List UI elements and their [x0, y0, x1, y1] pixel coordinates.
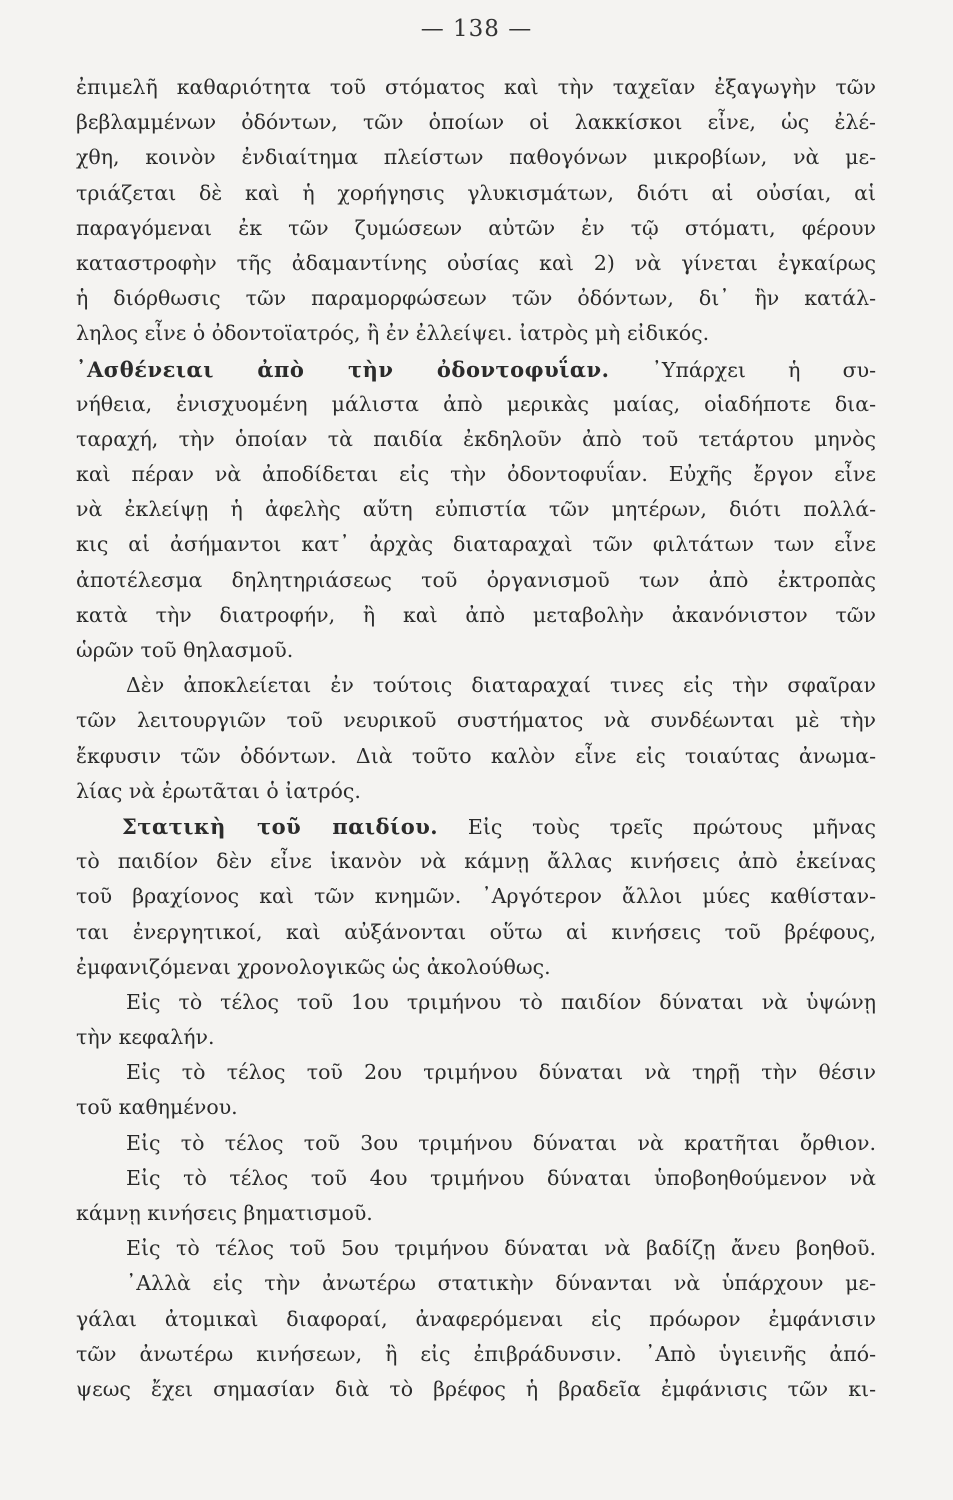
- line-text: ᾽Αλλὰ εἰς τὴν ἀνωτέρω στατικὴν δύνανται νὰ ὑπάρχουν με-: [126, 1271, 876, 1296]
- text-line: [76, 1266, 876, 1301]
- text-line: [76, 246, 876, 281]
- line-text: ψεως ἔχει σημασίαν διὰ τὸ βρέφος ἡ βραδεῖα ἐμφάνισις τῶν κι-: [76, 1376, 876, 1401]
- page-number: — 138 —: [420, 16, 533, 42]
- line-text: ται ἐνεργητικοί, καὶ αὐξάνονται οὕτω αἱ κινήσεις τοῦ βρέφους,: [76, 919, 876, 944]
- line-text: νήθεια, ἐνισχυομένη μάλιστα ἀπὸ μερικὰς μαίας, οἱαδήποτε δια-: [76, 391, 876, 416]
- line-text: ταραχή, τὴν ὁποίαν τὰ παιδία ἐκδηλοῦν ἀπὸ τοῦ τετάρτου μηνὸς: [76, 426, 876, 451]
- line-text: ληλος εἶνε ὁ ὀδοντοϊατρός, ἢ ἐν ἐλλείψει. ἰατρὸς μὴ εἰδικός.: [76, 321, 710, 346]
- line-text: τριάζεται δὲ καὶ ἡ χορήγησις γλυκισμάτων, διότι αἱ οὐσίαι, αἱ: [76, 180, 876, 205]
- line-text: ὡρῶν τοῦ θηλασμοῦ.: [76, 638, 294, 662]
- line-text: γάλαι ἀτομικαὶ διαφοραί, ἀναφερόμεναι εἰς πρόωρον ἐμφάνισιν: [76, 1306, 876, 1331]
- text-line: [76, 739, 876, 774]
- text-line: [76, 316, 876, 351]
- text-line: [76, 774, 876, 809]
- line-text: ἔκφυσιν τῶν ὀδόντων. Διὰ τοῦτο καλὸν εἶνε εἰς τοιαύτας ἀνωμα-: [76, 743, 876, 768]
- text-line: [76, 1055, 876, 1090]
- line-text: καταστροφὴν τῆς ἀδαμαντίνης οὐσίας καὶ 2) νὰ γίνεται ἐγκαίρως: [76, 250, 876, 275]
- section-heading: Στατικὴ τοῦ παιδίου.: [122, 813, 439, 839]
- text-line: [76, 844, 876, 879]
- line-text: τὸ παιδίον δὲν εἶνε ἱκανὸν νὰ κάμνῃ ἄλλας κινήσεις ἀπὸ ἐκείνας: [76, 849, 876, 874]
- text-line: [76, 1161, 876, 1196]
- text-line: [76, 281, 876, 316]
- line-text: Εἰς τὸ τέλος τοῦ 3ου τριμήνου δύναται νὰ κρατῆται ὄρθιον.: [126, 1130, 876, 1155]
- text-line: [76, 985, 876, 1020]
- text-line: [76, 1090, 876, 1125]
- line-text: λίας νὰ ἐρωτᾶται ὁ ἰατρός.: [76, 778, 361, 803]
- text-line: [76, 668, 876, 703]
- line-text: παραγόμεναι ἐκ τῶν ζυμώσεων αὐτῶν ἐν τῷ στόματι, φέρουν: [76, 215, 876, 240]
- text-line: [76, 879, 876, 914]
- text-line: [76, 176, 876, 211]
- text-line: [76, 492, 876, 527]
- text-line: [76, 70, 876, 105]
- text-line: [76, 563, 876, 598]
- section-heading: ᾽Ασθένειαι ἀπὸ τὴν ὀδοντοφυΐαν.: [76, 356, 610, 382]
- text-line: [76, 633, 876, 668]
- text-line: [76, 809, 876, 844]
- line-text: κάμνῃ κινήσεις βηματισμοῦ.: [76, 1201, 373, 1225]
- line-text: χθη, κοινὸν ἐνδιαίτημα πλείστων παθογόνων μικροβίων, νὰ με-: [76, 145, 876, 170]
- line-text: Εἰς τοὺς τρεῖς πρώτους μῆνας: [438, 814, 876, 839]
- line-text: τῶν ἀνωτέρω κινήσεων, ἢ εἰς ἐπιβράδυνσιν. ᾽Απὸ ὑγιεινῆς ἀπό-: [76, 1341, 876, 1366]
- text-line: [76, 527, 876, 562]
- text-line: [76, 703, 876, 738]
- line-text: βεβλαμμένων ὀδόντων, τῶν ὁποίων οἱ λακκίσκοι εἶνε, ὡς ἐλέ-: [76, 110, 876, 135]
- line-text: τοῦ καθημένου.: [76, 1095, 238, 1120]
- line-text: ἀποτέλεσμα δηλητηριάσεως τοῦ ὀργανισμοῦ των ἀπὸ ἐκτροπὰς: [76, 567, 876, 592]
- line-text: Εἰς τὸ τέλος τοῦ 4ου τριμήνου δύναται ὑποβοηθούμενον νὰ: [126, 1165, 876, 1190]
- line-text: ἐπιμελῆ καθαριότητα τοῦ στόματος καὶ τὴν ταχεῖαν ἐξαγωγὴν τῶν: [76, 75, 876, 99]
- line-text: κις αἱ ἀσήμαντοι κατ᾽ ἀρχὰς διαταραχαὶ τῶν φιλτάτων των εἶνε: [76, 532, 876, 557]
- text-line: [76, 422, 876, 457]
- text-line: [76, 598, 876, 633]
- line-text: νὰ ἐκλείψῃ ἡ ἀφελὴς αὕτη εὐπιστία τῶν μητέρων, διότι πολλά-: [76, 497, 876, 522]
- line-text: Εἰς τὸ τέλος τοῦ 1ου τριμήνου τὸ παιδίον δύναται νὰ ὑψώνῃ: [126, 989, 876, 1014]
- text-line: [76, 1020, 876, 1055]
- text-line: [76, 387, 876, 422]
- body-text: [76, 70, 876, 1407]
- line-text: τῶν λειτουργιῶν τοῦ νευρικοῦ συστήματος νὰ συνδέωνται μὲ τὴν: [76, 708, 876, 733]
- text-line: [76, 211, 876, 246]
- text-line: [76, 950, 876, 985]
- text-line: [76, 457, 876, 492]
- line-text: κατὰ τὴν διατροφήν, ἢ καὶ ἀπὸ μεταβολὴν ἀκανόνιστον τῶν: [76, 602, 876, 627]
- text-line: [76, 105, 876, 140]
- line-text: τοῦ βραχίονος καὶ τῶν κνημῶν. ᾽Αργότερον ἄλλοι μύες καθίσταν-: [76, 884, 876, 909]
- text-line: [76, 915, 876, 950]
- line-text: τὴν κεφαλήν.: [76, 1025, 215, 1050]
- line-text: Εἰς τὸ τέλος τοῦ 2ου τριμήνου δύναται νὰ τηρῇ τὴν θέσιν: [126, 1060, 876, 1085]
- text-line: [76, 1302, 876, 1337]
- text-line: [76, 1231, 876, 1266]
- line-text: καὶ πέραν νὰ ἀποδίδεται εἰς τὴν ὀδοντοφυΐαν. Εὐχῆς ἔργον εἶνε: [76, 462, 876, 487]
- line-text: Εἰς τὸ τέλος τοῦ 5ου τριμήνου δύναται νὰ βαδίζῃ ἄνευ βοηθοῦ.: [126, 1236, 876, 1261]
- line-text: ἡ διόρθωσις τῶν παραμορφώσεων τῶν ὀδόντων, δι᾽ ἣν κατάλ-: [76, 286, 876, 311]
- text-line: [76, 352, 876, 387]
- text-line: [76, 1196, 876, 1231]
- text-line: [76, 1372, 876, 1407]
- text-line: [76, 140, 876, 175]
- text-line: [76, 1337, 876, 1372]
- line-text: ἐμφανιζόμεναι χρονολογικῶς ὡς ἀκολούθως.: [76, 954, 551, 979]
- text-line: [76, 1126, 876, 1161]
- line-text: Δὲν ἀποκλείεται ἐν τούτοις διαταραχαί τινες εἰς τὴν σφαῖραν: [126, 673, 876, 698]
- line-text: ᾽Υπάρχει ἡ συ-: [609, 357, 876, 382]
